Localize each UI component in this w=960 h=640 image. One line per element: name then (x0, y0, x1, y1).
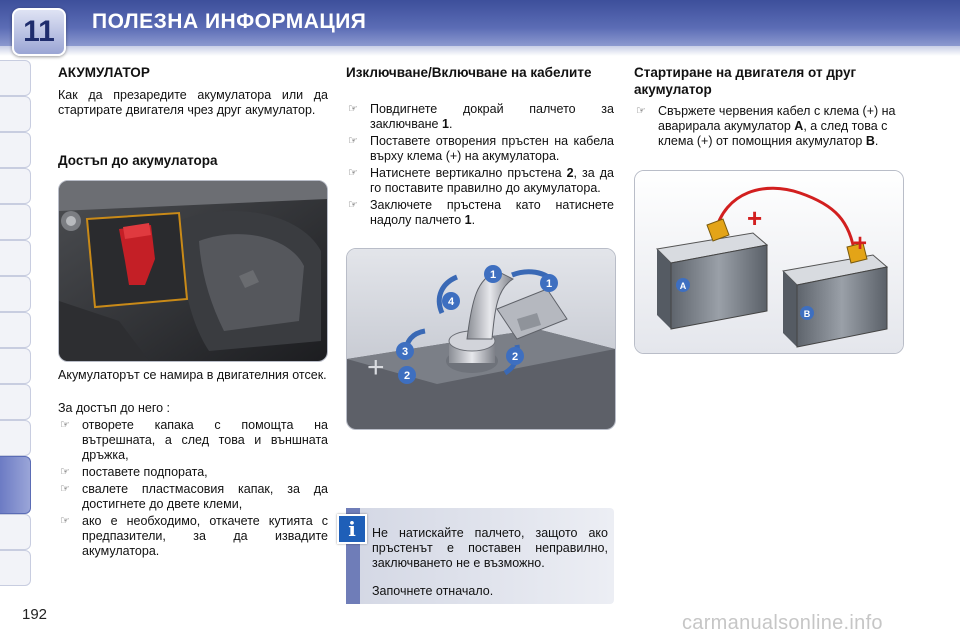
info-icon: i (337, 514, 367, 544)
list-item-text: Натиснете вертикално пръстена (370, 166, 567, 180)
jump-start-heading: Стартиране на двигателя от друг акумулатор (634, 65, 857, 97)
list-item-text: . (471, 213, 476, 227)
callout-label: 1 (545, 278, 553, 290)
list-item-text: , за да го поставите правилно до акумулатора. (370, 166, 614, 195)
side-tab[interactable] (0, 420, 31, 456)
step-ref: 2 (566, 166, 574, 180)
side-tab-active[interactable] (0, 456, 31, 514)
callout-label: 3 (401, 346, 409, 358)
battery-intro: Как да презаредите акумулатора или да стартирате двигателя чрез друг акумулатор. (58, 88, 328, 117)
list-item-text: . (448, 117, 453, 131)
list-item (634, 104, 904, 149)
access-lead-text: За достъп до него : (58, 401, 171, 415)
cable-steps-list (346, 102, 614, 230)
list-item-text: , а след това с клема (+) от помощния акумулатор (658, 119, 888, 148)
list-item (58, 418, 328, 463)
engine-bay-photo (58, 180, 328, 362)
battery-location-text: Акумулаторът се намира в двигателния отсек. (58, 368, 327, 382)
callout-label: 2 (511, 351, 519, 363)
side-tab[interactable] (0, 240, 31, 276)
page-number: 192 (22, 606, 48, 623)
side-tab[interactable] (0, 60, 31, 96)
chapter-tab[interactable] (12, 8, 66, 56)
list-item-text: поставете подпората, (82, 465, 208, 479)
chapter-number: 11 (23, 15, 55, 48)
step-ref: 1 (441, 117, 449, 131)
list-item (58, 465, 328, 480)
side-tab[interactable] (0, 204, 31, 240)
hand-pointer-icon: ☞ (60, 483, 70, 495)
side-tab[interactable] (0, 132, 31, 168)
list-item-text: отворете капака с помощта на вътрешната, а след това и външната дръжка, (82, 418, 328, 462)
hand-pointer-icon: ☞ (636, 105, 646, 117)
hand-pointer-icon: ☞ (60, 466, 70, 478)
list-item-text: Поставете отворения пръстен на кабела върху клема (+) на акумулатора. (370, 134, 614, 163)
info-note-text: Не натискайте палчето, защото ако пръстенът е поставен неправилно, заключването не е възможно. (372, 526, 608, 570)
engine-bay-illustration (59, 181, 327, 361)
list-item (58, 514, 328, 559)
side-tab[interactable] (0, 384, 31, 420)
jump-start-illustration (635, 171, 903, 353)
hand-pointer-icon: ☞ (348, 167, 358, 179)
callout-label: 2 (403, 370, 411, 382)
info-note-text-2: Започнете отначало. (372, 584, 494, 598)
side-tab[interactable] (0, 276, 31, 312)
plus-sign: + (747, 203, 763, 233)
svg-text:+: + (367, 351, 385, 384)
callout-label: 1 (489, 269, 497, 281)
list-item-text: Свържете червения кабел с клема (+) на аварирала акумулатор (658, 104, 896, 133)
battery-ref-b: B (865, 134, 875, 148)
watermark: carmanualsonline.info (682, 612, 883, 634)
list-item (346, 166, 614, 196)
battery-heading: АКУМУЛАТОР (58, 65, 150, 80)
jump-start-steps-list (634, 104, 904, 151)
battery-a-label: A (679, 281, 687, 291)
side-tab[interactable] (0, 514, 31, 550)
list-item (346, 198, 614, 228)
side-tab[interactable] (0, 96, 31, 132)
header-fade (0, 46, 960, 56)
list-item-text: ако е необходимо, откачете кутията с предпазители, за да извадите акумулатора. (82, 514, 328, 558)
battery-b-label: B (803, 309, 811, 319)
hand-pointer-icon: ☞ (348, 135, 358, 147)
battery-ref-a: A (794, 119, 804, 133)
page-title: ПОЛЕЗНА ИНФОРМАЦИЯ (92, 10, 367, 33)
jump-start-diagram (634, 170, 904, 354)
list-item-text: . (874, 134, 879, 148)
list-item (346, 134, 614, 164)
chapter-side-tabs (0, 60, 34, 580)
hand-pointer-icon: ☞ (60, 515, 70, 527)
hand-pointer-icon: ☞ (348, 103, 358, 115)
side-tab[interactable] (0, 550, 31, 586)
access-steps-list (58, 418, 328, 561)
side-tab[interactable] (0, 348, 31, 384)
side-tab[interactable] (0, 312, 31, 348)
battery-access-heading: Достъп до акумулатора (58, 153, 218, 168)
step-ref: 1 (464, 213, 472, 227)
list-item (58, 482, 328, 512)
terminal-clamp-illustration (347, 249, 615, 429)
terminal-clamp-diagram (346, 248, 616, 430)
list-item-text: свалете пластмасовия капак, за да достигнете до двете клеми, (82, 482, 328, 511)
cables-heading: Изключване/Включване на кабелите (346, 65, 592, 80)
side-tab[interactable] (0, 168, 31, 204)
hand-pointer-icon: ☞ (348, 199, 358, 211)
list-item (346, 102, 614, 132)
plus-sign: + (853, 230, 868, 257)
hand-pointer-icon: ☞ (60, 419, 70, 431)
list-item-text: Заключете пръстена като натиснете надолу палчето (370, 198, 614, 227)
list-item-text: Повдигнете докрай палчето за заключване (370, 102, 614, 131)
callout-label: 4 (447, 296, 455, 308)
